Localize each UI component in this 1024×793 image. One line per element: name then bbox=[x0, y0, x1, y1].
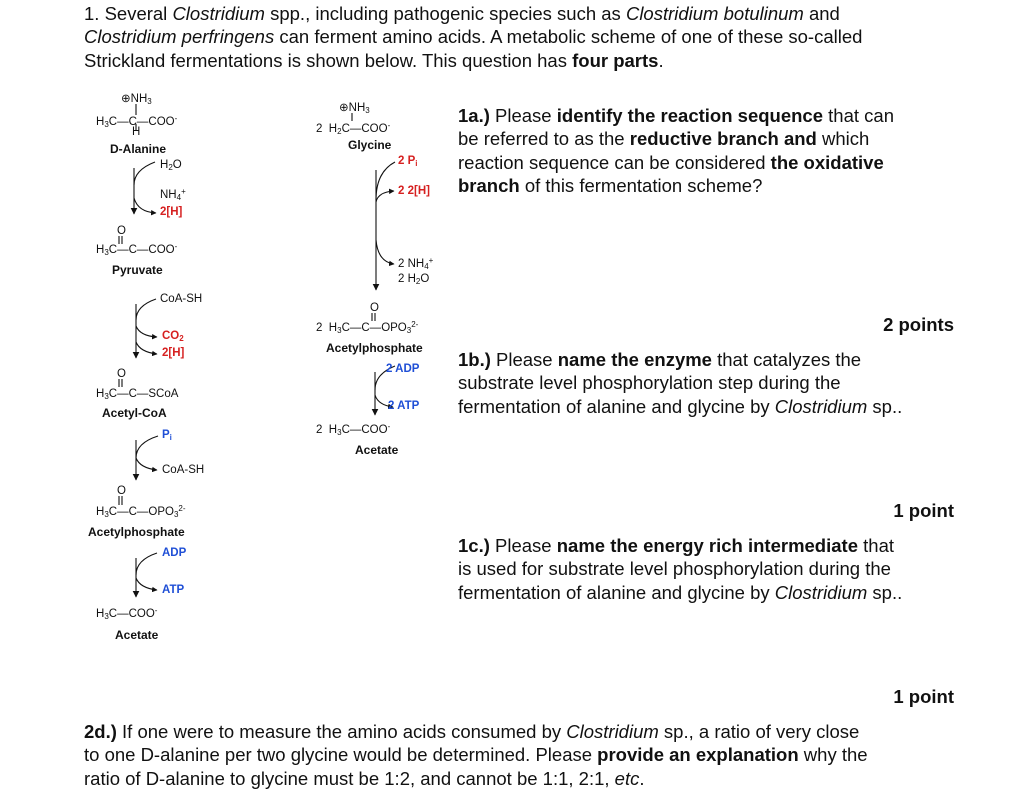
acetate-formula: $H_3C—COO^-$ bbox=[96, 606, 158, 621]
part-1c: 1c.) Please name the energy rich intermediate that is used for substrate level phosphorylation during the fermentation of alanine and glycine by Clostridium sp.. bbox=[458, 535, 903, 603]
part-1b: 1b.) Please name the enzyme that catalyzes the substrate level phosphorylation step during the fermentation of alanine and glycine by Clostridium sp.. bbox=[458, 349, 903, 417]
r-acetate-label: Acetate bbox=[355, 443, 399, 457]
step1-2h-out bbox=[134, 198, 156, 213]
r-acp-formula: 2 $H_3C—C—OPO_3^{2-}$ bbox=[316, 320, 419, 335]
acetate-label: Acetate bbox=[115, 628, 159, 642]
step1-nh4: $NH_4^+$ bbox=[160, 187, 186, 202]
part-1a-points: 2 points bbox=[883, 314, 954, 335]
ala-nh3: $\oplus NH_3$ bbox=[121, 93, 152, 106]
step-r1-22h: 2 2[H] bbox=[398, 185, 430, 197]
r-acp-o: O bbox=[370, 302, 379, 314]
r-acetate-formula: 2 $H_3C—COO^-$ bbox=[316, 422, 391, 437]
intro-line-1: 1. Several Clostridium spp., including pathogenic species such as Clostridium botulinum and bbox=[84, 3, 840, 24]
acetylcoa-formula: $H_3C—C—SCoA$ bbox=[96, 388, 179, 401]
part-1a: 1a.) Please identify the reaction sequence that can be referred to as the reductive branch and which reaction sequence can be considered the oxidative branch of this fermentation scheme? bbox=[458, 105, 894, 197]
glycine-label: Glycine bbox=[348, 138, 392, 152]
step-r2-2adp: 2 ADP bbox=[386, 363, 420, 375]
step-r1-2pi: 2 $P_i$ bbox=[398, 155, 418, 168]
ala-h: H bbox=[132, 126, 141, 138]
acp-label: Acetylphosphate bbox=[88, 525, 185, 539]
part-1b-points: 1 point bbox=[893, 500, 954, 521]
step1-h2o: $H_2O$ bbox=[160, 159, 182, 172]
pyruvate-o: O bbox=[117, 225, 126, 237]
ala-formula: $H_3C—C—COO^-$ bbox=[96, 114, 178, 129]
gly-nh3: $\oplus NH_3$ bbox=[339, 102, 370, 115]
pyruvate-formula: $H_3C—C—COO^-$ bbox=[96, 242, 178, 257]
step4-adp: ADP bbox=[162, 547, 187, 559]
acetylcoa-o: O bbox=[117, 368, 126, 380]
alanine-label: D-Alanine bbox=[110, 142, 167, 156]
step3-coash: CoA-SH bbox=[162, 464, 205, 476]
pyruvate-label: Pyruvate bbox=[112, 263, 163, 277]
acetylcoa-label: Acetyl-CoA bbox=[102, 406, 167, 420]
part-1c-points: 1 point bbox=[893, 686, 954, 707]
acp-formula: $H_3C—C—OPO_3^{2-}$ bbox=[96, 504, 186, 519]
part-2d: 2d.) If one were to measure the amino acids consumed by Clostridium sp., a ratio of very close to one D-alanine per two glycine would be determined. Please provide an explanation why the ratio of D-alanine to glycine must be 1:2, and cannot be 1:1, 2:1, etc. bbox=[84, 721, 868, 789]
step2-coash: CoA-SH bbox=[160, 293, 203, 305]
acp-o: O bbox=[117, 485, 126, 497]
step2-co2: $CO_2$ bbox=[162, 330, 184, 343]
step-r1-2nh4: 2 $NH_4^+$ bbox=[398, 256, 434, 271]
gly-formula: 2 $H_2C—COO^-$ bbox=[316, 121, 391, 136]
step3-pi: $P_i$ bbox=[162, 429, 172, 442]
step-r1-2h2o: 2 $H_2O$ bbox=[398, 273, 430, 286]
step1-2h: 2[H] bbox=[160, 206, 183, 218]
intro-line-2: Clostridium perfringens can ferment amino acids. A metabolic scheme of one of these so-called bbox=[84, 26, 863, 48]
step2-2h: 2[H] bbox=[162, 347, 185, 359]
intro-line-3: Strickland fermentations is shown below. This question has four parts. bbox=[84, 49, 664, 71]
step-r2-2atp: 2 ATP bbox=[388, 400, 420, 412]
r-acp-label: Acetylphosphate bbox=[326, 341, 423, 355]
step4-atp: ATP bbox=[162, 584, 185, 596]
ala-h2o-curve bbox=[134, 162, 155, 185]
